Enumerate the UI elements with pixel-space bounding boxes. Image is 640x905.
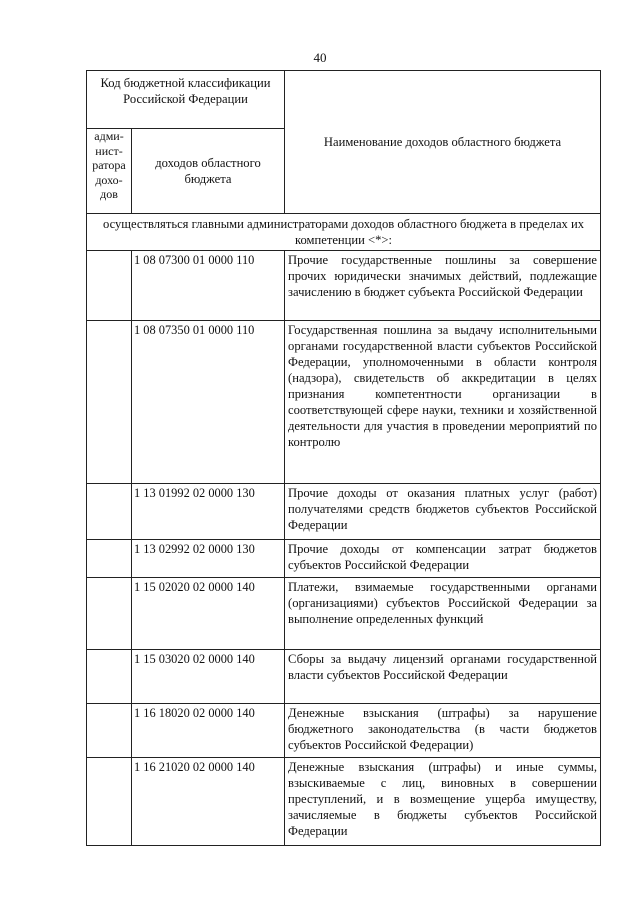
code-cell: 1 08 07350 01 0000 110	[132, 321, 285, 484]
code-cell: 1 15 02020 02 0000 140	[132, 578, 285, 650]
header-row-group	[87, 71, 601, 129]
name-cell: Сборы за выдачу лицензий органами государственной власти субъектов Российской Федерации	[285, 650, 601, 704]
header-code-group: Код бюджетной классификации Российской Федерации	[87, 71, 285, 129]
admin-cell	[87, 704, 132, 758]
table-row	[87, 704, 601, 758]
code-cell: 1 13 02992 02 0000 130	[132, 540, 285, 578]
name-cell: Прочие доходы от оказания платных услуг (работ) получателями средств бюджетов субъектов Российской Федерации	[285, 484, 601, 540]
table-row	[87, 321, 601, 484]
admin-cell	[87, 251, 132, 321]
header-name-column: Наименование доходов областного бюджета	[285, 71, 601, 214]
code-cell: 1 15 03020 02 0000 140	[132, 650, 285, 704]
code-cell: 1 08 07300 01 0000 110	[132, 251, 285, 321]
admin-cell	[87, 540, 132, 578]
header-admin-column: адми- нист- ратора дохо- дов	[87, 129, 132, 214]
name-cell: Платежи, взимаемые государственными органами (организациями) субъектов Российской Федерации за выполнение определенных функций	[285, 578, 601, 650]
code-cell: 1 16 18020 02 0000 140	[132, 704, 285, 758]
section-row	[87, 214, 601, 251]
table-row	[87, 251, 601, 321]
table-row	[87, 758, 601, 846]
admin-cell	[87, 758, 132, 846]
name-cell: Денежные взыскания (штрафы) и иные суммы, взыскиваемые с лиц, виновных в совершении преступлений, и в возмещение ущерба имуществу, зачисляемые в бюджеты субъектов Российской Федерации	[285, 758, 601, 846]
table-row	[87, 484, 601, 540]
admin-cell	[87, 484, 132, 540]
code-cell: 1 13 01992 02 0000 130	[132, 484, 285, 540]
header-income-column: доходов областного бюджета	[132, 129, 285, 214]
page-number: 40	[313, 50, 327, 65]
section-title: осуществляться главными администраторами доходов областного бюджета в пределах их компетенции <*>:	[87, 214, 601, 251]
table-row	[87, 578, 601, 650]
name-cell: Государственная пошлина за выдачу исполнительными органами государственной власти субъектов Российской Федерации, уполномоченными в области контроля (надзора), свидетельств об аккредитации в целях признания компетентности организации в соответствующей сфере науки, техники и хозяйственной деятельности для участия в проведении мероприятий по контролю	[285, 321, 601, 484]
name-cell: Прочие доходы от компенсации затрат бюджетов субъектов Российской Федерации	[285, 540, 601, 578]
name-cell: Денежные взыскания (штрафы) за нарушение бюджетного законодательства (в части бюджетов субъектов Российской Федерации)	[285, 704, 601, 758]
name-cell: Прочие государственные пошлины за совершение прочих юридически значимых действий, подлежащие зачислению в бюджет субъекта Российской Федерации	[285, 251, 601, 321]
admin-cell	[87, 321, 132, 484]
admin-cell	[87, 578, 132, 650]
table-row	[87, 650, 601, 704]
revenue-classification-table	[86, 70, 601, 846]
code-cell: 1 16 21020 02 0000 140	[132, 758, 285, 846]
admin-cell	[87, 650, 132, 704]
table-row	[87, 540, 601, 578]
